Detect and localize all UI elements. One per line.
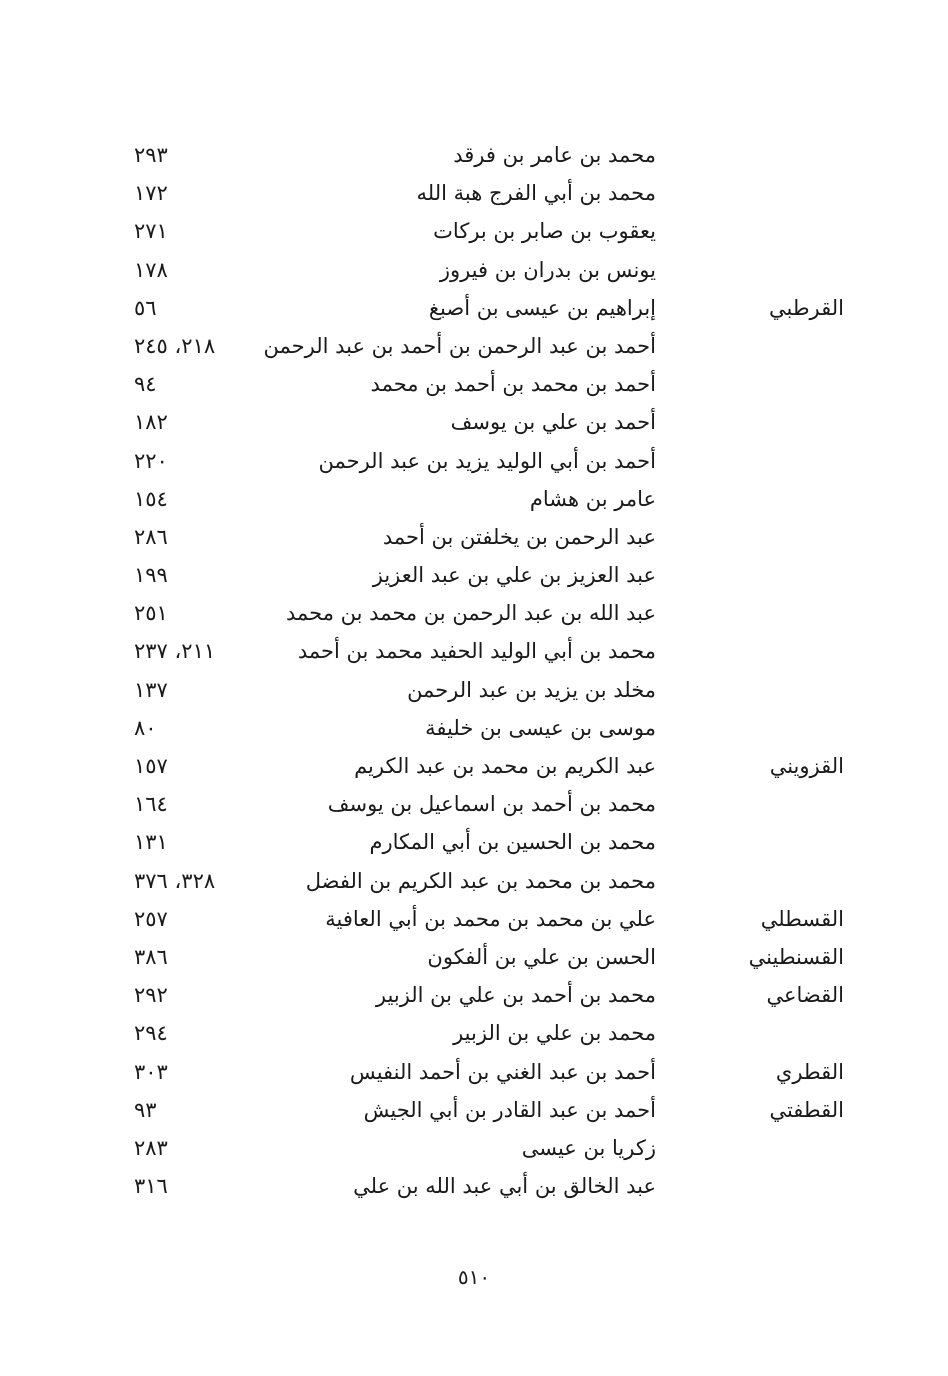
page-references: ١٩٩ xyxy=(134,563,168,588)
page-references: ١٣١ xyxy=(134,830,168,855)
index-entry xyxy=(0,1053,948,1091)
person-name: إبراهيم بن عيسى بن أصبغ xyxy=(428,295,656,320)
index-entry xyxy=(0,709,948,747)
person-name: عبد الله بن عبد الرحمن بن محمد بن محمد xyxy=(286,601,656,626)
index-entry xyxy=(0,327,948,365)
page-references: ٢٨٣ xyxy=(134,1135,168,1160)
person-name: محمد بن محمد بن عبد الكريم بن الفضل xyxy=(305,868,656,893)
index-entry xyxy=(0,365,948,403)
index-entry xyxy=(0,938,948,976)
person-name: محمد بن عامر بن فرقد xyxy=(453,143,656,167)
person-name: محمد بن أحمد بن اسماعيل بن يوسف xyxy=(327,792,656,817)
nisba-heading: القزويني xyxy=(769,754,844,778)
index-entry xyxy=(0,976,948,1014)
page-references: ١٥٤ xyxy=(134,486,168,511)
person-name: أحمد بن علي بن يوسف xyxy=(450,410,656,435)
index-entry xyxy=(0,1167,948,1205)
index-entry xyxy=(0,136,948,174)
page-references: ٥٦ xyxy=(134,295,157,320)
person-name: يعقوب بن صابر بن بركات xyxy=(433,219,656,244)
page-references: ٣١٦ xyxy=(134,1174,168,1199)
page-references: ٣٨٦ xyxy=(134,944,168,969)
index-entry xyxy=(0,632,948,670)
page-references: ٣٢٨، ٣٧٦ xyxy=(134,868,216,893)
person-name: عبد الخالق بن أبي عبد الله بن علي xyxy=(353,1174,656,1199)
person-name: محمد بن أحمد بن علي بن الزبير xyxy=(375,983,656,1008)
person-name: محمد بن أبي الوليد الحفيد محمد بن أحمد xyxy=(297,639,656,664)
index-entry xyxy=(0,174,948,212)
index-entry xyxy=(0,251,948,289)
page-references: ٢٨٦ xyxy=(134,524,168,549)
person-name: علي بن محمد بن محمد بن أبي العافية xyxy=(325,906,656,931)
page-references: ٢٩٣ xyxy=(134,143,168,167)
index-entry xyxy=(0,212,948,250)
page-references: ٢٩٤ xyxy=(134,1021,168,1046)
index-entry xyxy=(0,823,948,861)
page-references: ٢٥١ xyxy=(134,601,168,626)
index-entry xyxy=(0,1014,948,1052)
index-entry xyxy=(0,747,948,785)
person-name: محمد بن أبي الفرج هبة الله xyxy=(416,181,656,206)
name-index-list xyxy=(0,136,948,1205)
page-references: ٩٣ xyxy=(134,1097,157,1122)
page-references: ٢٢٠ xyxy=(134,448,168,473)
person-name: أحمد بن عبد الرحمن بن أحمد بن عبد الرحمن xyxy=(263,333,656,358)
nisba-heading: القسطلي xyxy=(760,906,844,931)
index-entry xyxy=(0,289,948,327)
person-name: زكريا بن عيسى xyxy=(521,1135,656,1160)
page-references: ٢١١، ٢٣٧ xyxy=(134,639,216,664)
page-references: ٨٠ xyxy=(134,715,157,740)
index-entry xyxy=(0,671,948,709)
page-references: ٢٧١ xyxy=(134,219,168,244)
person-name: موسى بن عيسى بن خليفة xyxy=(425,715,656,740)
page-references: ٢١٨، ٢٤٥ xyxy=(134,333,216,358)
person-name: الحسن بن علي بن ألفكون xyxy=(427,944,656,969)
person-name: عبد العزيز بن علي بن عبد العزيز xyxy=(372,563,656,588)
nisba-heading: القضاعي xyxy=(766,983,844,1008)
index-entry xyxy=(0,480,948,518)
index-entry xyxy=(0,862,948,900)
page-references: ٢٥٧ xyxy=(134,906,168,931)
nisba-heading: القطفتي xyxy=(769,1097,844,1122)
page-number: ٥١٠ xyxy=(457,1265,491,1289)
index-entry xyxy=(0,403,948,441)
page-references: ١٣٧ xyxy=(134,677,168,702)
person-name: عبد الرحمن بن يخلفتن بن أحمد xyxy=(382,524,656,549)
index-entry xyxy=(0,1091,948,1129)
person-name: محمد بن الحسين بن أبي المكارم xyxy=(369,830,656,855)
person-name: أحمد بن محمد بن أحمد بن محمد xyxy=(370,372,656,397)
person-name: يونس بن بدران بن فيروز xyxy=(439,257,656,282)
index-entry xyxy=(0,518,948,556)
page-references: ١٥٧ xyxy=(134,754,168,778)
index-entry xyxy=(0,785,948,823)
person-name: عامر بن هشام xyxy=(529,486,656,511)
page-references: ١٧٢ xyxy=(134,181,168,206)
index-entry xyxy=(0,442,948,480)
nisba-heading: القطري xyxy=(775,1059,844,1084)
index-entry xyxy=(0,1129,948,1167)
nisba-heading: القسنطيني xyxy=(748,944,844,969)
page-references: ١٦٤ xyxy=(134,792,168,817)
nisba-heading: القرطبي xyxy=(769,295,844,320)
page-references: ٢٩٢ xyxy=(134,983,168,1008)
person-name: مخلد بن يزيد بن عبد الرحمن xyxy=(407,677,656,702)
person-name: أحمد بن عبد الغني بن أحمد النفيس xyxy=(349,1059,656,1084)
person-name: أحمد بن عبد القادر بن أبي الجيش xyxy=(363,1097,656,1122)
index-entry xyxy=(0,556,948,594)
page-references: ١٨٢ xyxy=(134,410,168,435)
page-references: ٣٠٣ xyxy=(134,1059,168,1084)
page-references: ١٧٨ xyxy=(134,257,168,282)
person-name: عبد الكريم بن محمد بن عبد الكريم xyxy=(354,754,656,778)
person-name: محمد بن علي بن الزبير xyxy=(453,1021,656,1046)
page-references: ٩٤ xyxy=(134,372,157,397)
index-entry xyxy=(0,900,948,938)
person-name: أحمد بن أبي الوليد يزيد بن عبد الرحمن xyxy=(318,448,656,473)
index-entry xyxy=(0,594,948,632)
